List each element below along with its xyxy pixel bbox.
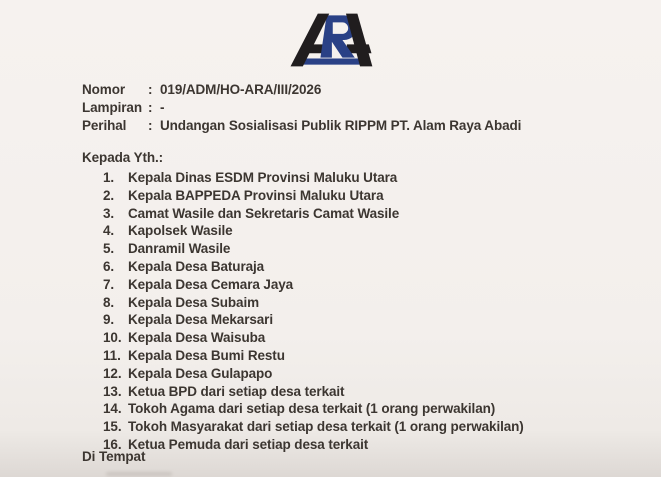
recipient-number: 10. xyxy=(103,330,122,346)
recipient-text: Danramil Wasile xyxy=(128,241,231,257)
recipient-text: Ketua BPD dari setiap desa terkait xyxy=(128,383,345,399)
recipient-number: 8. xyxy=(103,294,115,310)
recipient-text: Kapolsek Wasile xyxy=(128,223,233,239)
recipient-text: Kepala Desa Gulapapo xyxy=(128,365,273,381)
meta-row-nomor xyxy=(82,81,521,99)
recipient-item xyxy=(103,169,524,187)
recipient-number: 2. xyxy=(103,187,115,203)
meta-row-perihal xyxy=(82,117,521,135)
recipient-item xyxy=(103,222,524,240)
recipient-text: Kepala Desa Subaim xyxy=(128,294,260,310)
recipient-text: Ketua Pemuda dari setiap desa terkait xyxy=(128,436,369,452)
recipient-item xyxy=(103,240,524,258)
logo-underline-bar xyxy=(298,58,363,64)
recipient-number: 12. xyxy=(103,365,122,381)
recipient-item xyxy=(103,365,524,383)
recipient-number: 9. xyxy=(103,312,115,328)
recipients-heading: Kepada Yth.: xyxy=(82,150,164,165)
recipient-item xyxy=(103,205,524,223)
recipient-text: Tokoh Masyarakat dari setiap desa terkait (1 orang perwakilan) xyxy=(128,419,524,435)
meta-value: 019/ADM/HO-ARA/III/2026 xyxy=(160,82,322,97)
recipient-number: 5. xyxy=(103,241,115,257)
recipient-item xyxy=(103,258,524,276)
recipient-number: 6. xyxy=(103,258,115,274)
recipient-number: 13. xyxy=(103,383,122,399)
meta-label: Perihal xyxy=(82,118,127,133)
recipient-item xyxy=(103,187,524,205)
closing-line: Di Tempat xyxy=(82,449,146,464)
recipient-text: Kepala Desa Cemara Jaya xyxy=(128,276,294,292)
recipient-number: 4. xyxy=(103,223,115,239)
recipient-text: Kepala BAPPEDA Provinsi Maluku Utara xyxy=(128,187,384,203)
recipient-number: 7. xyxy=(103,276,115,292)
recipient-text: Kepala Dinas ESDM Provinsi Maluku Utara xyxy=(128,170,398,185)
recipient-number: 11. xyxy=(103,347,121,363)
recipient-number: 16. xyxy=(103,436,122,452)
recipient-item xyxy=(103,418,524,436)
recipient-number: 15. xyxy=(103,419,122,435)
recipient-text: Kepala Desa Mekarsari xyxy=(128,312,273,328)
recipient-text: Kepala Desa Bumi Restu xyxy=(128,347,285,363)
recipient-number: 14. xyxy=(103,401,122,417)
meta-label: Lampiran xyxy=(82,100,142,115)
meta-sep: : xyxy=(148,118,153,133)
recipient-item xyxy=(103,311,524,329)
recipient-item xyxy=(103,436,524,454)
ara-company-logo xyxy=(287,11,375,69)
recipient-text: Tokoh Agama dari setiap desa terkait (1 orang perwakilan) xyxy=(128,401,496,417)
recipient-item xyxy=(103,294,524,312)
meta-value: - xyxy=(160,100,165,115)
meta-sep: : xyxy=(148,100,153,115)
recipient-item xyxy=(103,383,524,401)
recipient-item xyxy=(103,276,524,294)
meta-sep: : xyxy=(148,82,153,97)
meta-label: Nomor xyxy=(82,82,125,97)
meta-value: Undangan Sosialisasi Publik RIPPM PT. Alam Raya Abadi xyxy=(160,118,522,133)
recipient-text: Kepala Desa Waisuba xyxy=(128,330,266,346)
meta-row-lampiran xyxy=(82,99,521,117)
recipient-text: Kepala Desa Baturaja xyxy=(128,258,265,274)
recipient-item xyxy=(103,347,524,365)
recipient-number: 1. xyxy=(103,170,115,185)
ara-logo-icon xyxy=(287,11,375,69)
recipient-item xyxy=(103,400,524,418)
letter-meta-block xyxy=(82,81,521,135)
recipient-text: Camat Wasile dan Sekretaris Camat Wasile xyxy=(128,205,400,221)
cut-off-text-smudge xyxy=(106,472,172,476)
recipients-list xyxy=(103,169,524,454)
recipient-item xyxy=(103,329,524,347)
recipient-number: 3. xyxy=(103,205,115,221)
